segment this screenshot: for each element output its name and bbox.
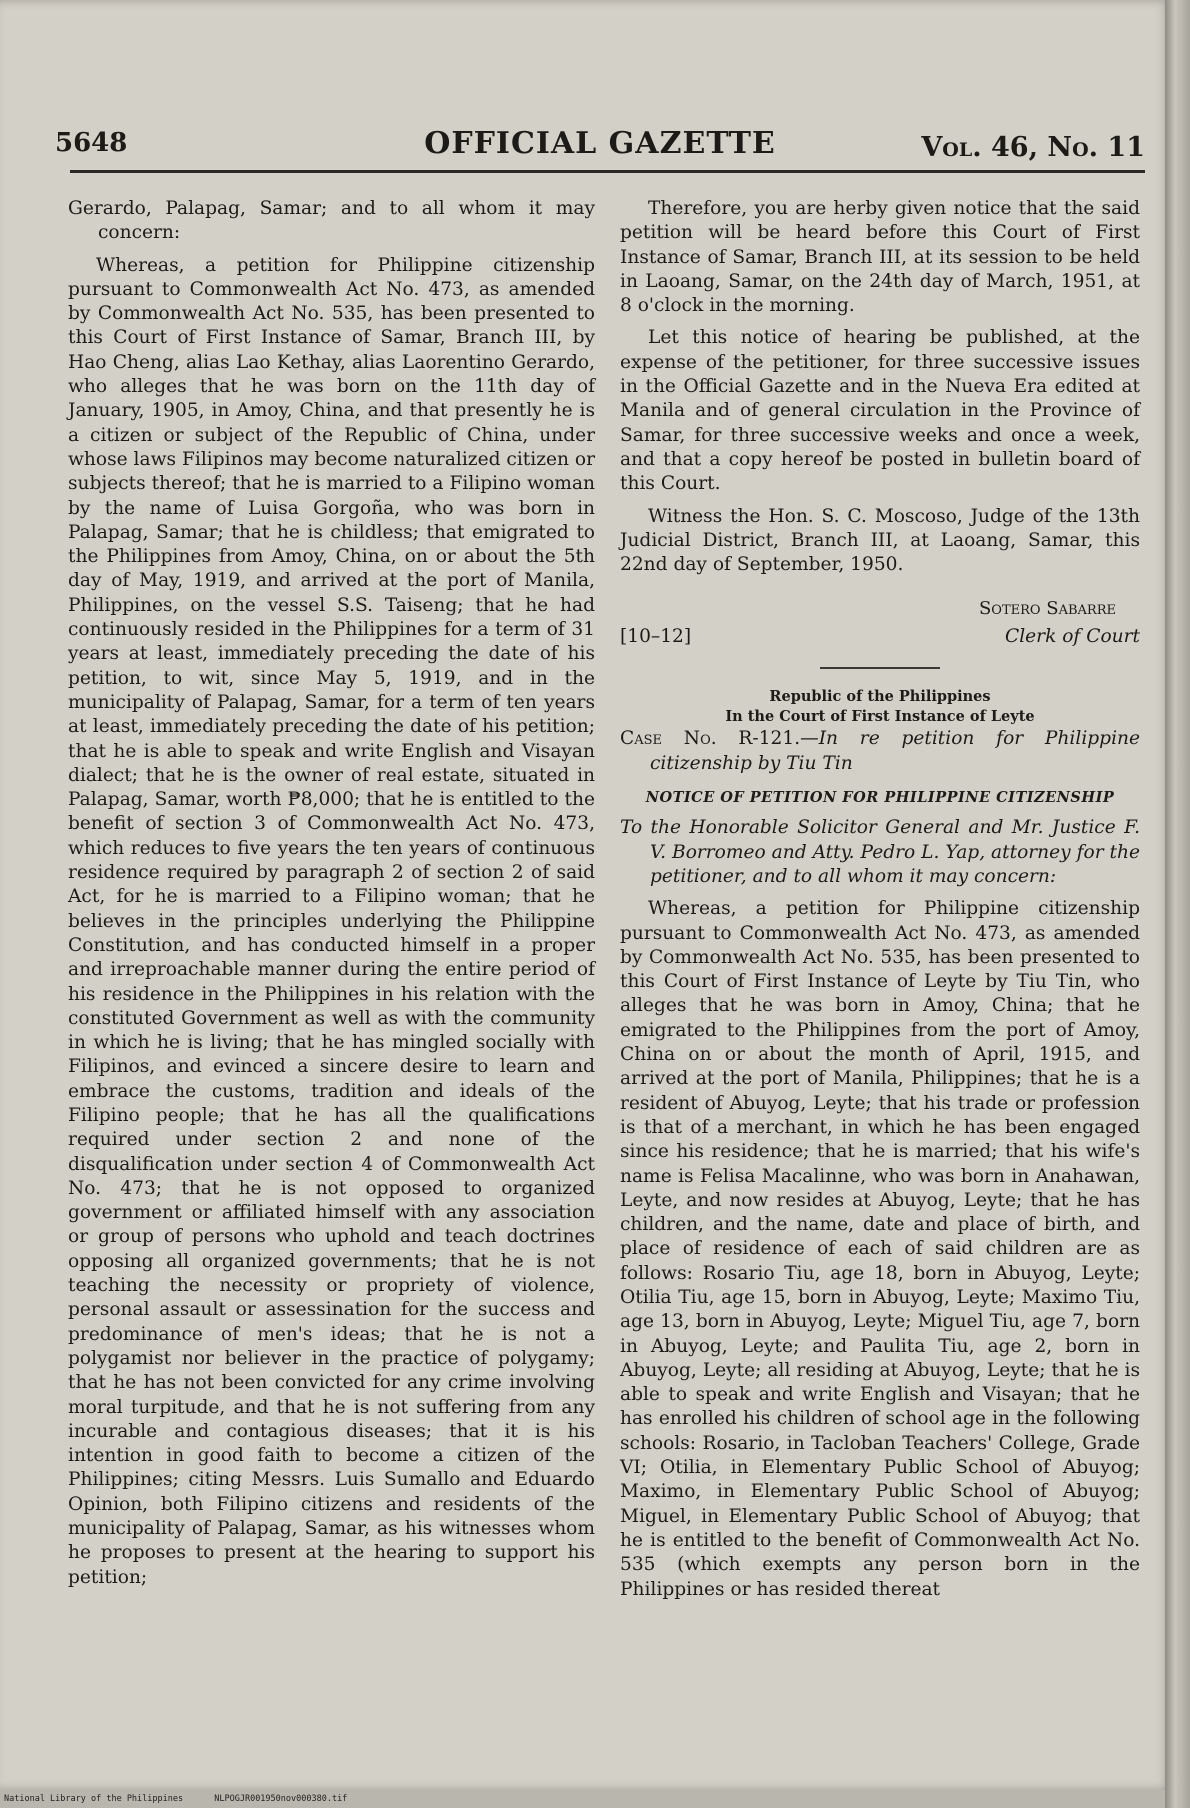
section-divider — [820, 667, 940, 669]
scan-footer — [4, 1794, 373, 1804]
whereas-paragraph-leyte: Whereas, a petition for Philippine citizenship pursuant to Commonwealth Act No. 473, as amended by Commonwealth Act No. 535, has been presented to this Court of First Instance of Leyte by Tiu Tin, who alleges that he was born in Amoy, China; that he emigrated to the Philippines from the port of Amoy, China on or about the month of April, 1915, and arrived at the port of Manila, Philippines; that he is a resident of Abuyog, Leyte; that his trade or profession is that of a merchant, in which he has been engaged since his residence; that he is married; that his wife's name is Felisa Macalinne, who was born in Anahawan, Leyte, and now resides at Abuyog, Leyte; that he has children, and the name, date and place of birth, and place of residence of each of said children are as follows: Rosario Tiu, age 18, born in Abuyog, Leyte; Otilia Tiu, age 15, born in Abuyog, Leyte; Maximo Tiu, age 13, born in Abuyog, Leyte; Miguel Tiu, age 7, born in Abuyog, Leyte; and Paulita Tiu, age 2, born in Abuyog, Leyte; all residing at Abuyog, Leyte; that he is able to speak and write English and Visayan; that he has enrolled his children of school age in the following schools: Rosario, in Tacloban Teachers' College, Grade VI; Otilia, in Elementary Public School of Abuyog; Maximo, in Elementary Public School of Abuyog; Miguel, in Elementary Public School of Abuyog; that he is entitled to the benefit of Commonwealth Act No. 535 (which exempts any person born in the Philippines or has resided thereat — [620, 898, 1140, 1600]
running-header — [55, 118, 1145, 168]
signatory-title: Clerk of Court — [1005, 626, 1140, 648]
signatory-name: Sotero Sabarre — [978, 598, 1116, 620]
court-line-instance: In the Court of First Instance of Leyte — [725, 708, 1035, 726]
publication-order-paragraph: Let this notice of hearing be published, at the expense of the petitioner, for three successive issues in the Official Gazette and in the Nueva Era edited at Manila and of general circulation in the Province of Samar, for three successive weeks and once a week, and that a copy hereof be posted in bulletin board of this Court. — [620, 327, 1140, 495]
addressee-continued: Gerardo, Palapag, Samar; and to all whom it may concern: — [68, 198, 595, 244]
notice-title: NOTICE OF PETITION FOR PHILIPPINE CITIZENSHIP — [645, 789, 1115, 807]
footer-file: NLPOGJR001950nov000380.tif — [214, 1794, 348, 1804]
left-column — [68, 197, 595, 1590]
court-header — [620, 687, 1140, 727]
page-number: 5648 — [55, 128, 128, 158]
signature-block — [620, 591, 1140, 653]
right-column — [620, 197, 1140, 1602]
footer-library: National Library of the Philippines — [4, 1794, 184, 1804]
case-caption — [620, 727, 1140, 776]
witness-paragraph: Witness the Hon. S. C. Moscoso, Judge of the 13th Judicial District, Branch III, at Laoang, Samar, this 22nd day of September, 1950. — [620, 505, 1140, 576]
whereas-paragraph-samar: Whereas, a petition for Philippine citizenship pursuant to Commonwealth Act No. 473, as amended by Commonwealth Act No. 535, has been presented to this Court of First Instance of Samar, Branch III, by Hao Cheng, alias Lao Kethay, alias Laorentino Gerardo, who alleges that he was born on the 11th day of January, 1905, in Amoy, China, and that presently he is a citizen or subject of the Republic of China, under whose laws Filipinos may become naturalized citizen or subjects thereof; that he is married to a Filipino woman by the name of Luisa Gorgoña, who was born in Palapag, Samar; that he is childless; that emigrated to the Philippines from Amoy, China, on or about the 5th day of May, 1919, and arrived at the port of Manila, Philippines, on the vessel S.S. Taiseng; that he had continuously resided in the Philippines for a term of 31 years at least, immediately preceding the date of his petition, to wit, since May 5, 1919, and in the municipality of Palapag, Samar, for a term of ten years at least, immediately preceding the date of his petition; that he is able to speak and write English and Visayan dialect; that he is the owner of real estate, situated in Palapag, Samar, worth ₱8,000; that he is entitled to the benefit of section 3 of Commonwealth Act No. 473, which reduces to five years the ten years of continuous residence required by paragraph 2 of section 2 of said Act, for he is married to a Filipino woman; that he believes in the principles underlying the Philippine Constitution, and has conducted himself in a proper and irreproachable manner during the entire period of his residence in the Philippines in his relation with the constituted Government as well as with the community in which he is living; that he has mingled socially with Filipinos, and evinced a sincere desire to learn and embrace the customs, tradition and ideals of the Filipino people; that he has all the qualifications required under section 2 and none of the disqualification under section 4 of Commonwealth Act No. 473; that he is not opposed to organized government or affiliated himself with any association or group of persons who uphold and teach doctrines opposing all organized governments; that he is not teaching the necessity or propriety of violence, personal assault or assessination for the success and predominance of men's ideas; that he is not a polygamist nor believer in the practice of polygamy; that he has not been convicted for any crime involving moral turpitude, and that he is not suffering from any incurable and contagious diseases; that it is his intention in good faith to become a citizen of the Philippines; citing Messrs. Luis Sumallo and Eduardo Opinion, both Filipino citizens and residents of the municipality of Palapag, Samar, as his witnesses whom he proposes to present at the hearing to support his petition; — [68, 254, 595, 1588]
volume-number: Vol. 46, No. 11 — [921, 132, 1145, 163]
page-binding-edge — [1165, 0, 1190, 1808]
case-description: —In re petition for Philippine citizenship by Tiu Tin — [650, 728, 1140, 774]
header-rule — [70, 170, 1145, 173]
court-line-republic: Republic of the Philippines — [769, 688, 991, 706]
issue-bracket: [10–12] — [620, 626, 692, 648]
therefore-paragraph: Therefore, you are herby given notice that the said petition will be heard before this Court of First Instance of Samar, Branch III, at its session to be held in Laoang, Samar, on the 24th day of March, 1951, at 8 o'clock in the morning. — [620, 198, 1140, 317]
case-number: Case No. R-121. — [620, 728, 801, 750]
addressee-leyte: To the Honorable Solicitor General and Mr. Justice F. V. Borromeo and Atty. Pedro L. Yap, attorney for the petitioner, and to all whom it may concern: — [620, 817, 1140, 887]
publication-title: OFFICIAL GAZETTE — [424, 126, 776, 161]
